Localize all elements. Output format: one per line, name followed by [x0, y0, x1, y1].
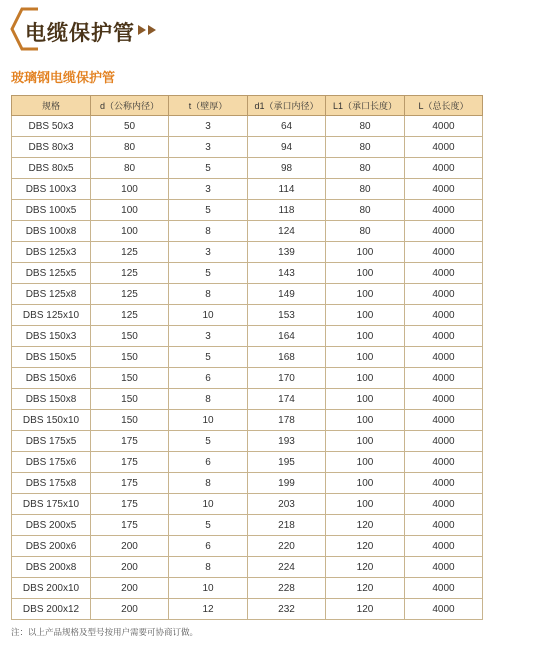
- cell-nominal-diameter: 200: [91, 599, 169, 620]
- table-row: [12, 389, 483, 410]
- cell-socket-length: 120: [326, 536, 405, 557]
- table-row: [12, 242, 483, 263]
- cell-socket-diameter: 193: [248, 431, 326, 452]
- cell-spec: DBS 125x5: [12, 263, 91, 284]
- cell-socket-length: 80: [326, 116, 405, 137]
- table-row: [12, 431, 483, 452]
- cell-wall-thickness: 8: [169, 284, 248, 305]
- cell-spec: DBS 125x3: [12, 242, 91, 263]
- cell-wall-thickness: 3: [169, 116, 248, 137]
- cell-total-length: 4000: [405, 473, 483, 494]
- cell-total-length: 4000: [405, 137, 483, 158]
- cell-wall-thickness: 10: [169, 305, 248, 326]
- cell-total-length: 4000: [405, 410, 483, 431]
- cell-spec: DBS 100x5: [12, 200, 91, 221]
- cell-wall-thickness: 8: [169, 221, 248, 242]
- cell-total-length: 4000: [405, 326, 483, 347]
- cell-spec: DBS 100x3: [12, 179, 91, 200]
- cell-nominal-diameter: 100: [91, 200, 169, 221]
- cell-socket-length: 80: [326, 179, 405, 200]
- cell-spec: DBS 125x8: [12, 284, 91, 305]
- column-header-spec: 规格: [12, 96, 91, 116]
- cell-total-length: 4000: [405, 452, 483, 473]
- cell-socket-length: 100: [326, 347, 405, 368]
- table-row: [12, 578, 483, 599]
- cell-wall-thickness: 10: [169, 410, 248, 431]
- cell-socket-length: 100: [326, 431, 405, 452]
- cell-socket-diameter: 98: [248, 158, 326, 179]
- cell-total-length: 4000: [405, 242, 483, 263]
- column-header-total-length: L（总长度）: [405, 96, 483, 116]
- cell-nominal-diameter: 80: [91, 158, 169, 179]
- cell-nominal-diameter: 100: [91, 221, 169, 242]
- cell-wall-thickness: 5: [169, 431, 248, 452]
- cell-total-length: 4000: [405, 557, 483, 578]
- cell-nominal-diameter: 200: [91, 536, 169, 557]
- cell-total-length: 4000: [405, 263, 483, 284]
- cell-spec: DBS 200x6: [12, 536, 91, 557]
- cell-nominal-diameter: 125: [91, 263, 169, 284]
- cell-socket-diameter: 143: [248, 263, 326, 284]
- cell-socket-length: 80: [326, 221, 405, 242]
- cell-wall-thickness: 8: [169, 557, 248, 578]
- cell-nominal-diameter: 125: [91, 242, 169, 263]
- cell-wall-thickness: 5: [169, 263, 248, 284]
- cell-spec: DBS 200x12: [12, 599, 91, 620]
- table-row: [12, 473, 483, 494]
- cell-spec: DBS 100x8: [12, 221, 91, 242]
- table-row: [12, 536, 483, 557]
- cell-spec: DBS 175x8: [12, 473, 91, 494]
- cell-spec: DBS 125x10: [12, 305, 91, 326]
- cell-wall-thickness: 3: [169, 326, 248, 347]
- cell-nominal-diameter: 150: [91, 368, 169, 389]
- cell-nominal-diameter: 175: [91, 494, 169, 515]
- cell-socket-length: 100: [326, 389, 405, 410]
- table-row: [12, 284, 483, 305]
- cell-socket-diameter: 94: [248, 137, 326, 158]
- cell-socket-length: 100: [326, 284, 405, 305]
- cell-socket-diameter: 168: [248, 347, 326, 368]
- cell-socket-diameter: 203: [248, 494, 326, 515]
- cell-total-length: 4000: [405, 599, 483, 620]
- cell-wall-thickness: 3: [169, 242, 248, 263]
- cell-total-length: 4000: [405, 347, 483, 368]
- cell-socket-diameter: 164: [248, 326, 326, 347]
- cell-wall-thickness: 8: [169, 389, 248, 410]
- cell-socket-length: 100: [326, 263, 405, 284]
- cell-nominal-diameter: 175: [91, 431, 169, 452]
- cell-socket-length: 100: [326, 305, 405, 326]
- cell-socket-length: 100: [326, 452, 405, 473]
- cell-spec: DBS 150x6: [12, 368, 91, 389]
- table-row: [12, 263, 483, 284]
- cell-nominal-diameter: 175: [91, 452, 169, 473]
- cell-nominal-diameter: 150: [91, 347, 169, 368]
- cell-wall-thickness: 8: [169, 473, 248, 494]
- cell-wall-thickness: 6: [169, 452, 248, 473]
- cell-nominal-diameter: 50: [91, 116, 169, 137]
- cell-spec: DBS 80x5: [12, 158, 91, 179]
- table-row: [12, 116, 483, 137]
- cell-total-length: 4000: [405, 116, 483, 137]
- cell-nominal-diameter: 125: [91, 305, 169, 326]
- cell-socket-diameter: 228: [248, 578, 326, 599]
- cell-socket-length: 100: [326, 242, 405, 263]
- cell-wall-thickness: 3: [169, 137, 248, 158]
- cell-nominal-diameter: 150: [91, 326, 169, 347]
- table-row: [12, 494, 483, 515]
- cell-spec: DBS 150x10: [12, 410, 91, 431]
- cell-total-length: 4000: [405, 158, 483, 179]
- spec-table: [11, 95, 483, 620]
- cell-nominal-diameter: 80: [91, 137, 169, 158]
- cell-total-length: 4000: [405, 305, 483, 326]
- cell-socket-diameter: 220: [248, 536, 326, 557]
- cell-spec: DBS 175x6: [12, 452, 91, 473]
- cell-socket-length: 120: [326, 557, 405, 578]
- cell-socket-length: 120: [326, 578, 405, 599]
- page-title: 电缆保护管: [25, 21, 135, 45]
- cell-wall-thickness: 6: [169, 536, 248, 557]
- cell-socket-diameter: 174: [248, 389, 326, 410]
- table-row: [12, 515, 483, 536]
- cell-spec: DBS 150x5: [12, 347, 91, 368]
- section-title: 玻璃钢电缆保护管: [11, 71, 116, 86]
- cell-socket-diameter: 139: [248, 242, 326, 263]
- double-arrow-icon: [138, 24, 160, 36]
- cell-total-length: 4000: [405, 368, 483, 389]
- cell-nominal-diameter: 200: [91, 578, 169, 599]
- table-row: [12, 200, 483, 221]
- cell-socket-length: 120: [326, 599, 405, 620]
- cell-wall-thickness: 5: [169, 158, 248, 179]
- cell-socket-diameter: 195: [248, 452, 326, 473]
- cell-nominal-diameter: 150: [91, 410, 169, 431]
- cell-spec: DBS 175x10: [12, 494, 91, 515]
- cell-nominal-diameter: 150: [91, 389, 169, 410]
- cell-wall-thickness: 12: [169, 599, 248, 620]
- cell-total-length: 4000: [405, 200, 483, 221]
- cell-spec: DBS 175x5: [12, 431, 91, 452]
- table-row: [12, 557, 483, 578]
- cell-wall-thickness: 6: [169, 368, 248, 389]
- cell-nominal-diameter: 175: [91, 473, 169, 494]
- cell-nominal-diameter: 125: [91, 284, 169, 305]
- cell-socket-diameter: 124: [248, 221, 326, 242]
- cell-socket-length: 100: [326, 410, 405, 431]
- cell-spec: DBS 150x3: [12, 326, 91, 347]
- column-header-nominal-diameter: d（公称内径）: [91, 96, 169, 116]
- cell-spec: DBS 200x8: [12, 557, 91, 578]
- cell-total-length: 4000: [405, 431, 483, 452]
- table-row: [12, 410, 483, 431]
- column-header-socket-length: L1（承口长度）: [326, 96, 405, 116]
- cell-socket-length: 120: [326, 515, 405, 536]
- cell-spec: DBS 200x10: [12, 578, 91, 599]
- cell-total-length: 4000: [405, 179, 483, 200]
- cell-socket-diameter: 224: [248, 557, 326, 578]
- table-row: [12, 326, 483, 347]
- cell-socket-diameter: 64: [248, 116, 326, 137]
- cell-socket-diameter: 153: [248, 305, 326, 326]
- cell-total-length: 4000: [405, 284, 483, 305]
- cell-socket-length: 80: [326, 137, 405, 158]
- table-body: [12, 116, 483, 620]
- table-row: [12, 368, 483, 389]
- cell-wall-thickness: 5: [169, 200, 248, 221]
- cell-total-length: 4000: [405, 221, 483, 242]
- cell-total-length: 4000: [405, 536, 483, 557]
- cell-socket-diameter: 178: [248, 410, 326, 431]
- table-row: [12, 179, 483, 200]
- cell-socket-length: 80: [326, 200, 405, 221]
- cell-wall-thickness: 10: [169, 494, 248, 515]
- cell-total-length: 4000: [405, 578, 483, 599]
- table-row: [12, 452, 483, 473]
- cell-socket-diameter: 199: [248, 473, 326, 494]
- cell-total-length: 4000: [405, 515, 483, 536]
- column-header-socket-diameter: d1（承口内径）: [248, 96, 326, 116]
- cell-socket-diameter: 114: [248, 179, 326, 200]
- cell-socket-length: 100: [326, 326, 405, 347]
- table-row: [12, 347, 483, 368]
- cell-socket-diameter: 170: [248, 368, 326, 389]
- table-row: [12, 221, 483, 242]
- cell-socket-length: 100: [326, 473, 405, 494]
- cell-socket-length: 80: [326, 158, 405, 179]
- cell-nominal-diameter: 175: [91, 515, 169, 536]
- cell-wall-thickness: 5: [169, 515, 248, 536]
- page-header: [10, 6, 310, 52]
- table-row: [12, 599, 483, 620]
- table-header-row: [12, 96, 483, 116]
- cell-socket-length: 100: [326, 494, 405, 515]
- cell-socket-diameter: 118: [248, 200, 326, 221]
- cell-socket-diameter: 149: [248, 284, 326, 305]
- cell-total-length: 4000: [405, 389, 483, 410]
- cell-socket-diameter: 218: [248, 515, 326, 536]
- cell-nominal-diameter: 100: [91, 179, 169, 200]
- cell-spec: DBS 150x8: [12, 389, 91, 410]
- table-row: [12, 158, 483, 179]
- table-row: [12, 305, 483, 326]
- cell-wall-thickness: 5: [169, 347, 248, 368]
- cell-total-length: 4000: [405, 494, 483, 515]
- cell-wall-thickness: 10: [169, 578, 248, 599]
- cell-spec: DBS 200x5: [12, 515, 91, 536]
- column-header-wall-thickness: t（壁厚）: [169, 96, 248, 116]
- table-row: [12, 137, 483, 158]
- footnote: 注：以上产品规格及型号按用户需要可协商订做。: [11, 628, 199, 638]
- cell-wall-thickness: 3: [169, 179, 248, 200]
- cell-nominal-diameter: 200: [91, 557, 169, 578]
- cell-spec: DBS 80x3: [12, 137, 91, 158]
- cell-socket-diameter: 232: [248, 599, 326, 620]
- cell-spec: DBS 50x3: [12, 116, 91, 137]
- cell-socket-length: 100: [326, 368, 405, 389]
